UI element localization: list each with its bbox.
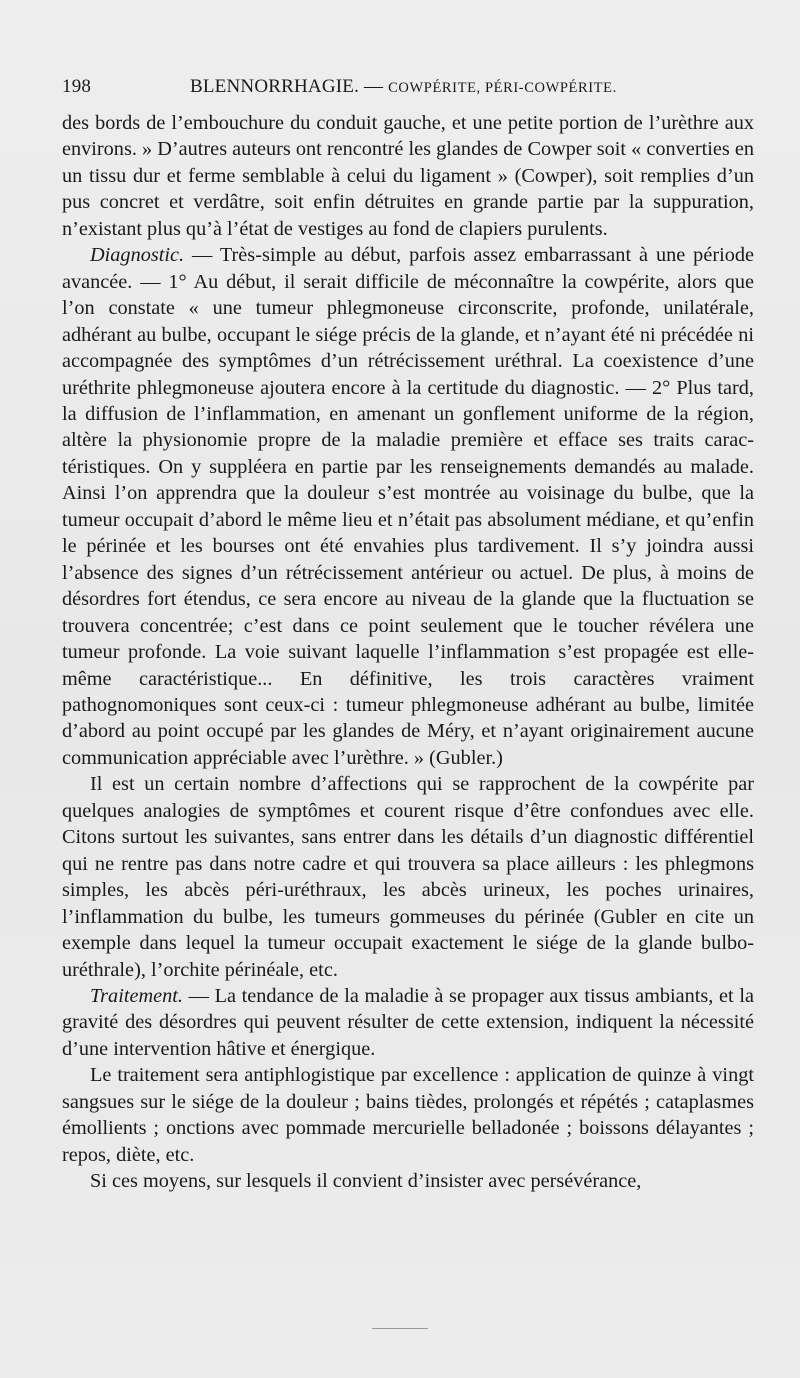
running-title-subtitle: COWPÉRITE, PÉRI-COWPÉRITE. [388, 80, 617, 96]
paragraph-text: Le traitement sera antiphlogistique par excellence : application de quinze à vingt sangsues sur le siége de la douleur ; bains tièdes, prolongés et répétés ; cataplasmes émollients ; onctions avec pommade mercurielle belladonée ; boissons délayantes ; repos, diète, etc. [62, 1064, 754, 1166]
paragraph-text: Si ces moyens, sur lesquels il convient d’insister avec persévérance, [90, 1170, 642, 1193]
paragraph-text: — Très-simple au début, parfois assez embarrassant à une période avancée. — 1° Au début, il serait difficile de méconnaître la cowpérite, alors que l’on constate « une tumeur phlegmoneuse circonscrite, profonde, unilatérale, adhérant au bulbe, occupant le siége précis de la glande, et n’ayant été ni précédée ni accompagnée des symptômes d’un rétrécissement uréthral. La coexistence d’une uréthrite phlegmoneuse ajoutera encore à la certitude du diagnostic. — 2° Plus tard, la diffusion de l’inflammation, en amenant un gonflement uniforme de la région, altère la physionomie propre de la maladie première et efface ses traits caractéristiques. On y suppléera en partie par les renseignements demandés au malade. Ainsi l’on apprendra que la douleur s’est montrée au voisinage du bulbe, que la tumeur occupait d’abord le même lieu et n’était pas absolument médiane, et qu’enfin le périnée et les bourses ont été envahies plus tardivement. Il s’y joindra aussi l’absence des signes d’un rétrécissement antérieur ou actuel. De plus, à moins de désordres fort étendus, ce sera encore au niveau de la glande que la fluctuation se trouvera concentrée; c’est dans ce point seulement que le toucher révélera une tumeur profonde. La voie suivant laquelle l’inflammation s’est propagée est elle-même caractéristique... En définitive, les trois caractères vraiment pathognomoniques sont ceux-ci : tumeur phlegmoneuse adhérant au bulbe, limitée d’abord au point occupé par les glandes de Méry, et n’ayant originairement aucune communication appréciable avec l’urèthre. » (Gubler.) [62, 244, 754, 769]
paragraph-diagnostic [62, 242, 754, 771]
paragraph-treatment-details [62, 1062, 754, 1168]
running-header [62, 76, 752, 100]
paragraph-text: Il est un certain nombre d’affections qui se rapprochent de la cowpérite par quelques analogies de symptômes et courent risque d’être confondues avec elle. Citons surtout les suivantes, sans entrer dans les détails d’un diagnostic différentiel qui ne rentre pas dans notre cadre et qui trouvera sa place ailleurs : les phlegmons simples, les abcès péri-uréthraux, les abcès urineux, les poches urinaires, l’inflammation du bulbe, les tumeurs gommeuses du périnée (Gubler en cite un exemple dans lequel la tumeur occupait exactement le siége de la glande bulbo-uréthrale), l’orchite périnéale, etc. [62, 773, 754, 981]
paragraph-final [62, 1168, 754, 1194]
page-number: 198 [62, 76, 92, 97]
paragraph-differential [62, 771, 754, 983]
signature-rule [372, 1328, 428, 1329]
running-title-separator: — [364, 76, 384, 97]
paragraph-text: — La tendance de la maladie à se propager aux tissus ambiants, et la gravité des désordres qui peuvent résulter de cette extension, indiquent la nécessité d’une intervention hâtive et énergique. [62, 984, 754, 1060]
paragraph-traitement [62, 983, 754, 1062]
paragraph-continuation [62, 110, 754, 242]
section-heading-diagnostic: Diagnostic. [90, 244, 185, 267]
section-heading-traitement: Traitement. [90, 984, 183, 1007]
running-title-main: BLENNORRHAGIE. [190, 76, 360, 97]
running-title [190, 76, 617, 98]
page-body [62, 110, 754, 1195]
paragraph-text: des bords de l’embouchure du conduit gauche, et une petite portion de l’urèthre aux environs. » D’autres auteurs ont rencontré les glandes de Cowper soit « converties en un tissu dur et ferme semblable à celui du ligament » (Cowper), soit remplies d’un pus concret et verdâtre, soit enfin détruites en grande partie par la suppuration, n’existant plus qu’à l’état de vestiges au fond de clapiers purulents. [62, 112, 754, 240]
